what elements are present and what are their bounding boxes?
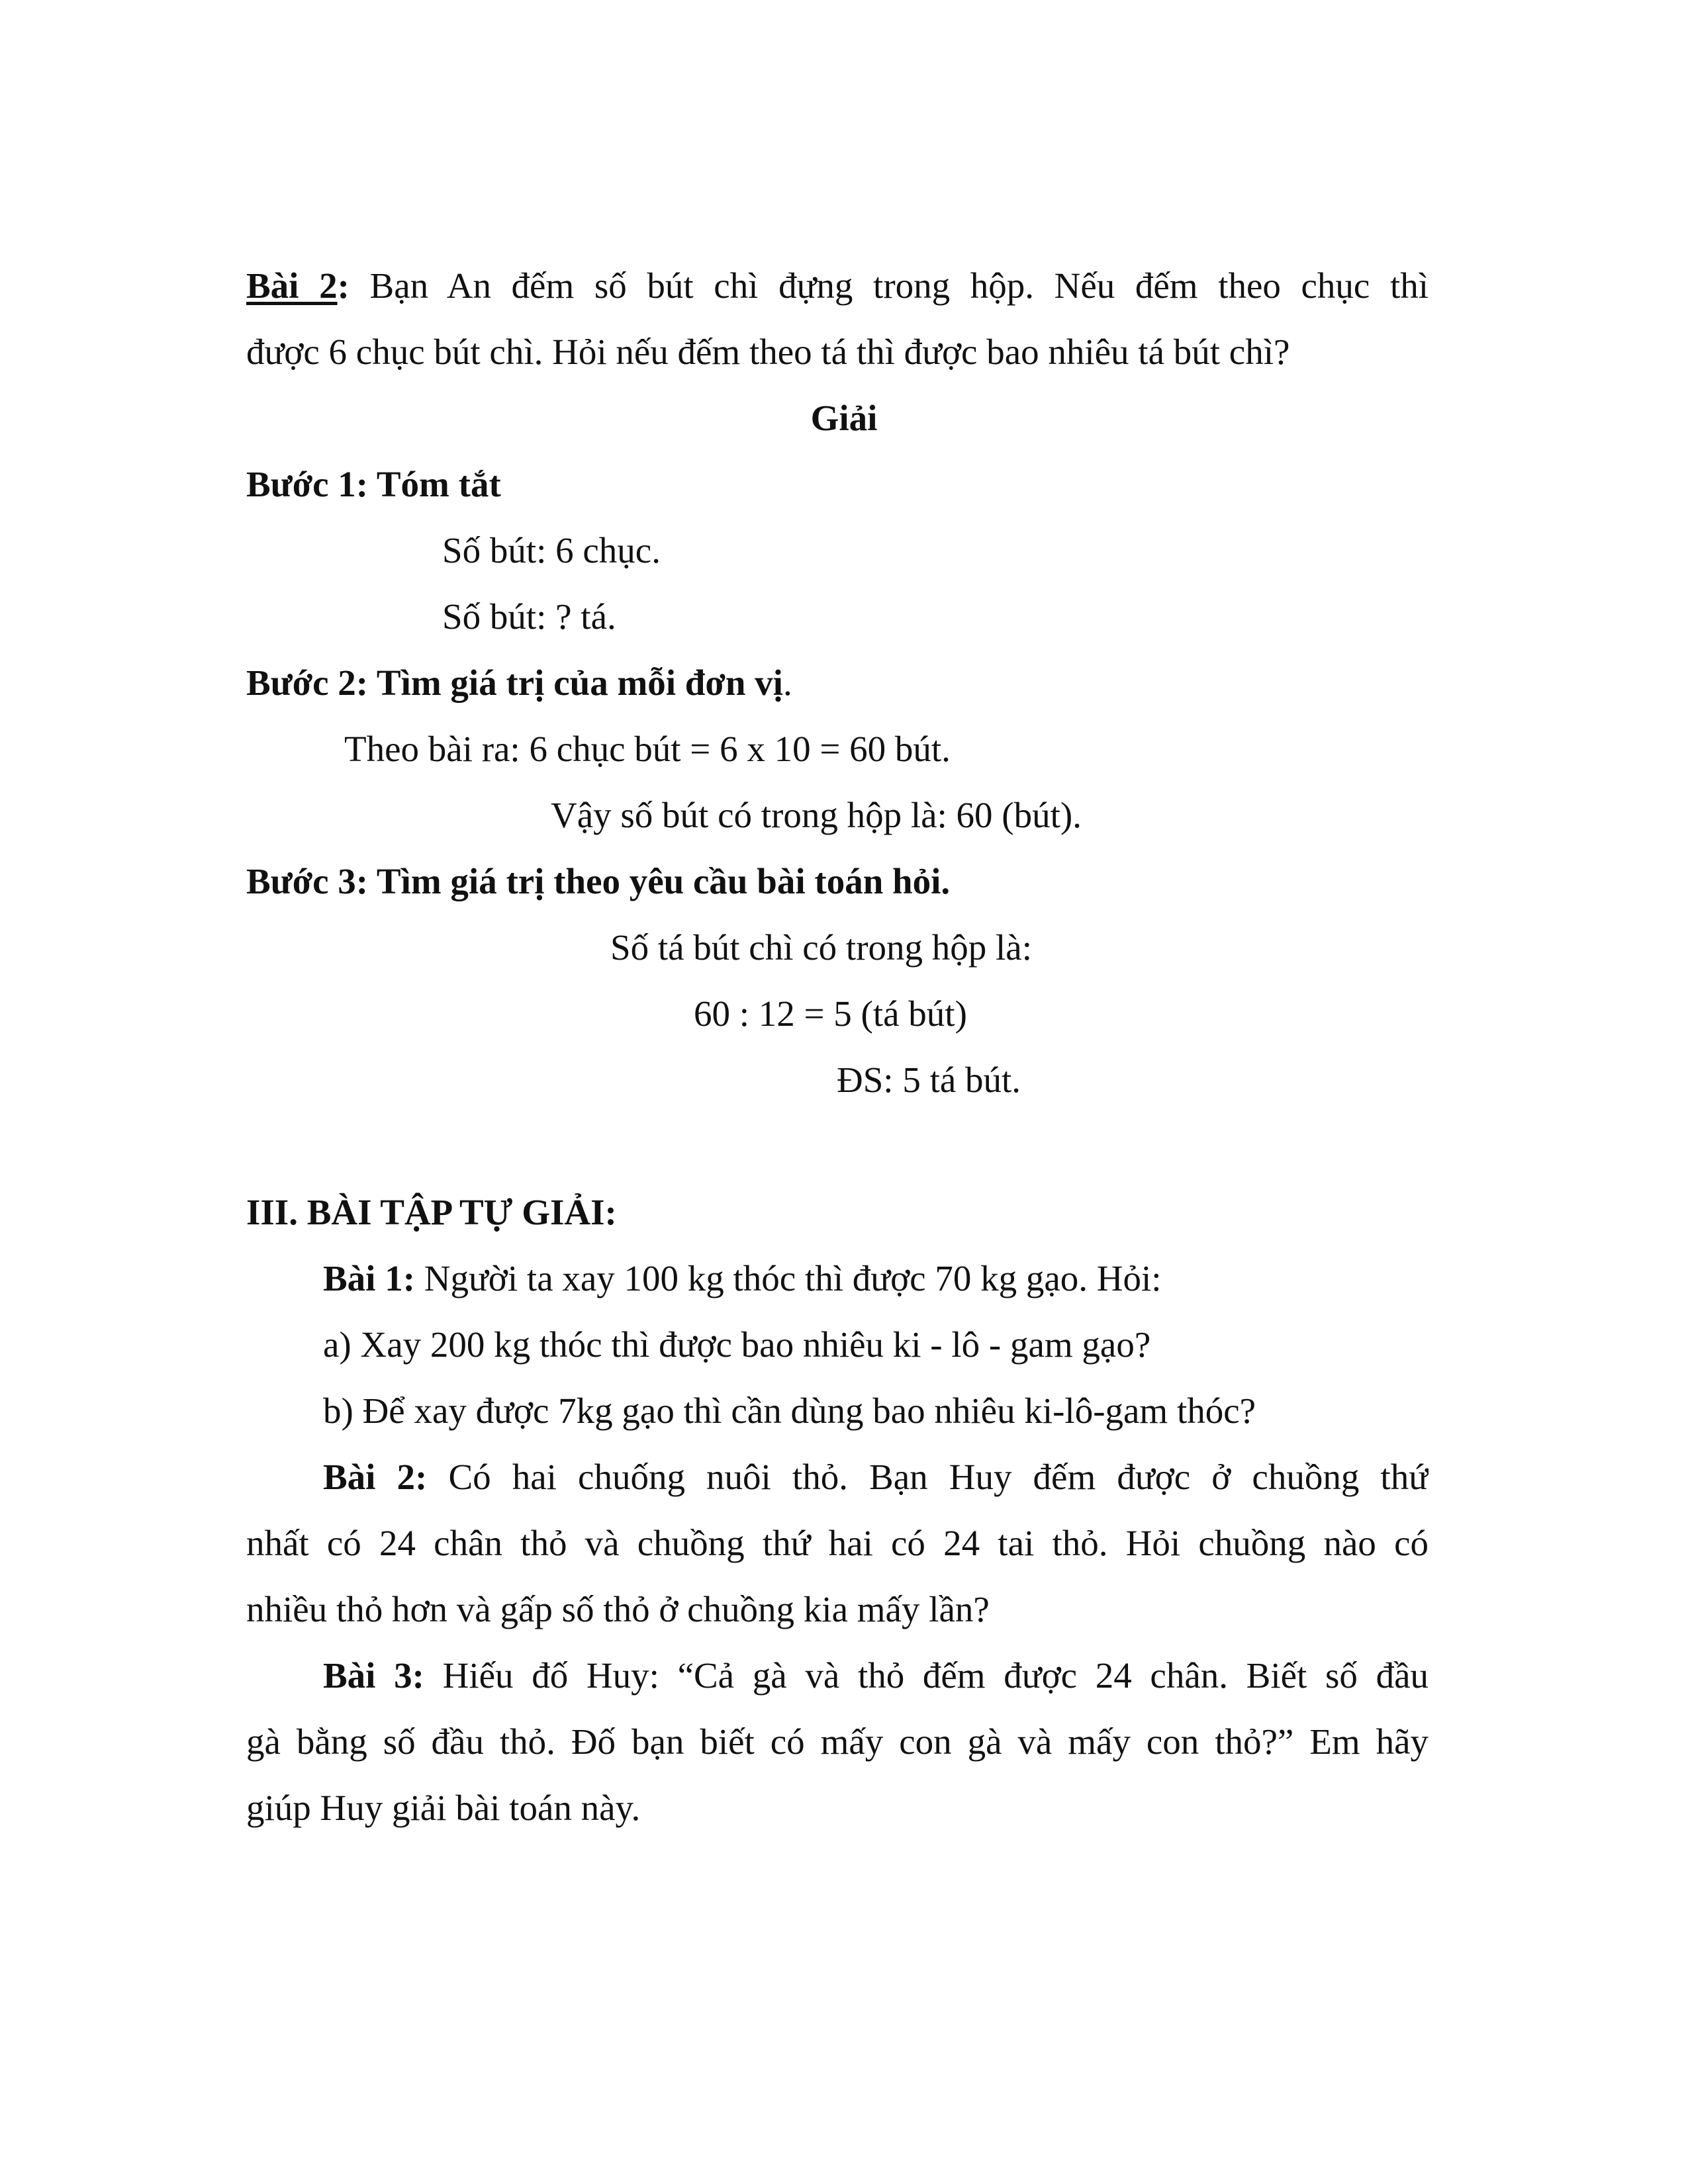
exercise3-line-1: [323, 1643, 1429, 1709]
exercise2-line-2: nhất có 24 chân thỏ và chuồng thứ hai có 24 tai thỏ. Hỏi chuồng nào có: [246, 1523, 1429, 1563]
problem-line-1: [246, 253, 1429, 319]
step2-line-2: Vậy số bút có trong hộp là: 60 (bút).: [551, 795, 1082, 835]
step2-title-end: .: [782, 662, 792, 703]
exercises-heading: III. BÀI TẬP TỰ GIẢI:: [246, 1192, 617, 1232]
step2-title-line: [246, 650, 792, 716]
exercise2-line-3: nhiều thỏ hơn và gấp số thỏ ở chuồng kia mấy lần?: [246, 1589, 990, 1629]
step1-line-2: Số bút: ? tá.: [442, 596, 616, 637]
exercise1-line: [323, 1246, 1162, 1312]
exercise1-part-b: b) Để xay được 7kg gạo thì cần dùng bao nhiêu ki-lô-gam thóc?: [323, 1390, 1256, 1431]
exercise2-line-1: [323, 1444, 1429, 1510]
exercise3-label: Bài 3:: [323, 1655, 424, 1696]
step2-line-1: Theo bài ra: 6 chục bút = 6 x 10 = 60 bút.: [344, 729, 951, 769]
problem-line-2: được 6 chục bút chì. Hỏi nếu đếm theo tá thì được bao nhiêu tá bút chì?: [246, 332, 1290, 372]
answer-line: ĐS: 5 tá bút.: [837, 1060, 1021, 1100]
exercise1-part-a: a) Xay 200 kg thóc thì được bao nhiêu ki - lô - gam gạo?: [323, 1324, 1151, 1365]
solution-heading: Giải: [810, 398, 878, 438]
problem-label-colon: :: [337, 265, 350, 306]
step3-line-2: 60 : 12 = 5 (tá bút): [694, 993, 967, 1034]
step1-line-1: Số bút: 6 chục.: [442, 530, 661, 570]
step2-title: Bước 2: Tìm giá trị của mỗi đơn vị: [246, 662, 783, 703]
exercise3-text-1: Hiếu đố Huy: “Cả gà và thỏ đếm được 24 chân. Biết số đầu: [424, 1655, 1429, 1696]
exercise3-line-2: gà bằng số đầu thỏ. Đố bạn biết có mấy con gà và mấy con thỏ?” Em hãy: [246, 1721, 1429, 1762]
exercise2-text-1: Có hai chuống nuôi thỏ. Bạn Huy đếm được ở chuồng thứ: [427, 1457, 1429, 1497]
problem-label: Bài 2: [246, 265, 338, 306]
step1-title: Bước 1: Tóm tắt: [246, 464, 501, 504]
step3-line-1: Số tá bút chì có trong hộp là:: [610, 927, 1032, 968]
step3-title: Bước 3: Tìm giá trị theo yêu cầu bài toán hỏi.: [246, 861, 951, 901]
exercise1-label: Bài 1:: [323, 1258, 416, 1298]
problem-text-1: Bạn An đếm số bút chì đựng trong hộp. Nếu đếm theo chục thì: [349, 265, 1429, 306]
exercise3-line-3: giúp Huy giải bài toán này.: [246, 1788, 641, 1828]
exercise2-label: Bài 2:: [323, 1457, 428, 1497]
exercise1-text: Người ta xay 100 kg thóc thì được 70 kg gạo. Hỏi:: [415, 1258, 1162, 1298]
